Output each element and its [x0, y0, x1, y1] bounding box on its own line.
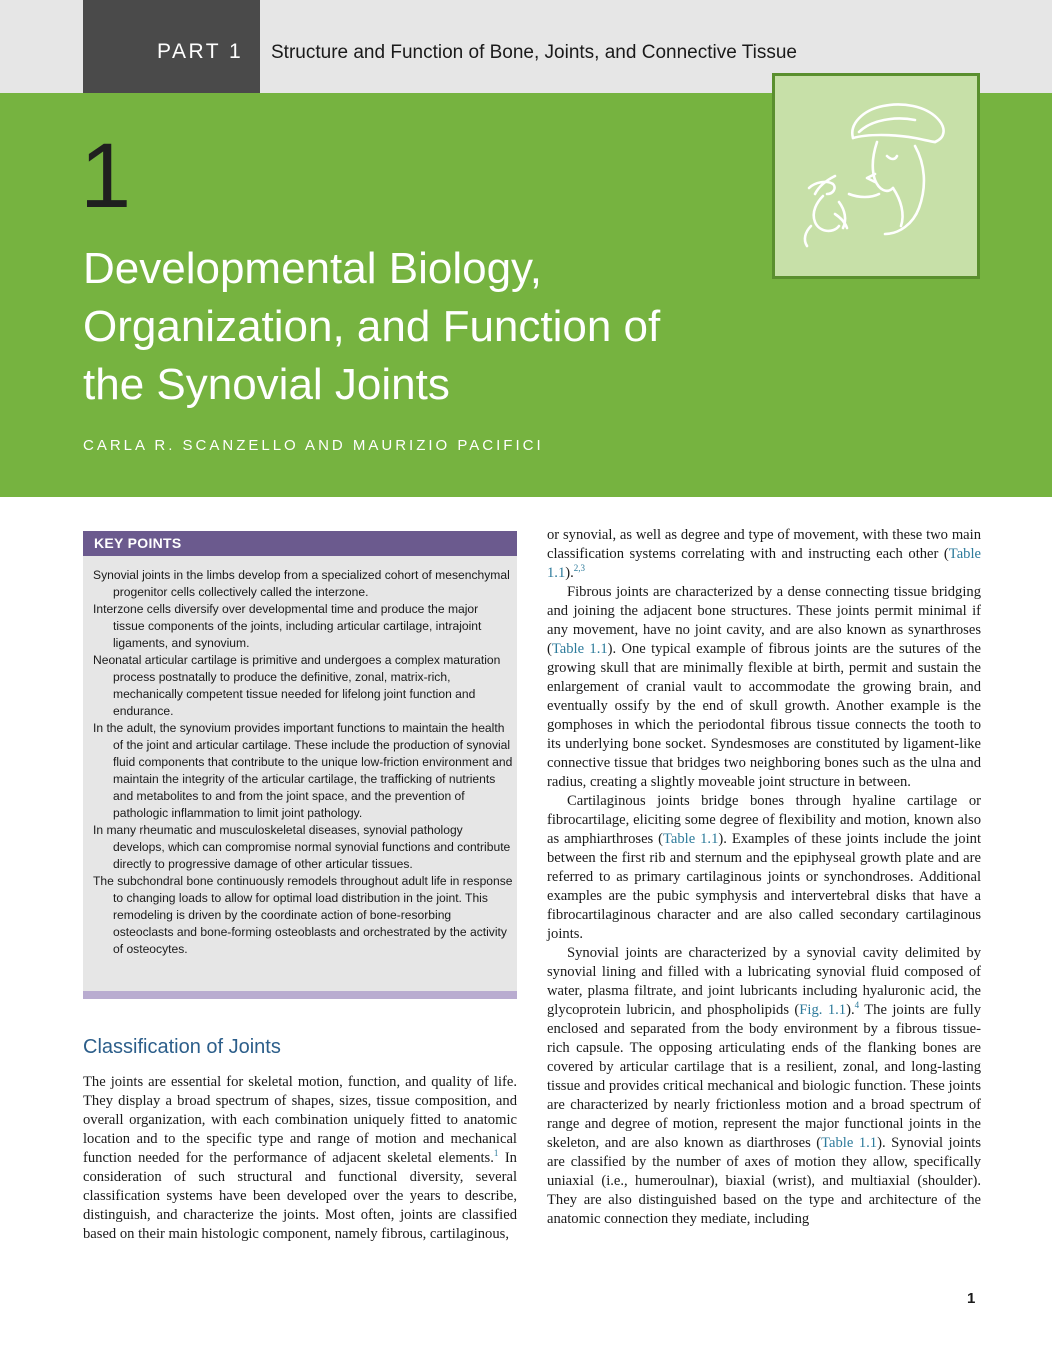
chapter-title-line: Developmental Biology,: [83, 244, 542, 293]
body-text: ).: [846, 1002, 855, 1018]
key-points-list: [93, 567, 513, 958]
key-points-heading: KEY POINTS: [94, 535, 182, 551]
key-point-item: Synovial joints in the limbs develop from a specialized cohort of mesenchymal progenitor cells collectively called the interzone.: [93, 568, 510, 599]
figure-reference-link[interactable]: Fig. 1.1: [799, 1002, 847, 1018]
body-paragraph: [547, 583, 981, 792]
sketch-portrait-icon: [775, 76, 977, 276]
body-text: Cartilaginous joints bridge bones through hyaline cartilage or fibrocartilage, eliciting some degree of flexibility and motion, known also as amphiarthroses (: [547, 793, 981, 847]
body-text: Synovial joints are characterized by a synovial cavity delimited by synovial lining and filled with a lubricating synovial fluid composed of water, plasma filtrate, and joint lubricants including hyaluronic acid, the glycoprotein lubricin, and phospholipids (: [547, 945, 981, 1018]
chapter-illustration: [772, 73, 980, 279]
key-point-item: In many rheumatic and musculoskeletal diseases, synovial pathology develops, which can compromise normal synovial functions and contribute directly to progressive damage of other articular tissues.: [93, 823, 511, 871]
right-column: [547, 526, 981, 1229]
body-paragraph: [547, 944, 981, 1229]
citation[interactable]: 2,3: [573, 563, 586, 574]
body-text: ).: [565, 565, 574, 581]
section-heading: Classification of Joints: [83, 1036, 281, 1058]
citation[interactable]: 4: [854, 1000, 860, 1011]
page-number: 1: [967, 1290, 976, 1307]
table-reference-link[interactable]: Table 1.1: [551, 641, 608, 657]
body-paragraph: [547, 792, 981, 944]
key-point-item: Interzone cells diversify over developmental time and produce the major tissue components of the joints, including articular cartilage, intrajoint ligaments, and synovium.: [93, 602, 482, 650]
body-text: Fibrous joints are characterized by a dense connecting tissue bridging and joining the adjacent bone structures. These joints permit minimal if any movement, have no joint cavity, and are also known as synarthroses (: [547, 584, 981, 657]
chapter-title-line: the Synovial Joints: [83, 360, 450, 409]
body-text: The joints are essential for skeletal motion, function, and quality of life. They display a broad spectrum of shapes, sizes, tissue composition, and overall organization, with each combination uniquely fitted to anatomic location and to the specific type and range of motion and mechanical function needed for the performance of adjacent skeletal elements.: [83, 1074, 517, 1166]
body-text: ). One typical example of fibrous joints are the sutures of the growing skull that are minimally flexible at birth, permit and sustain the enlargement of cranial vault to accommodate the growing brain, and eventually ossify by the end of skull growth. Another example is the gomphoses in which the periodontal fibrous tissue connects the tooth to its underlying bone socket. Syndesmoses are constituted by ligament-like connective tissue that bridges two neighboring bones such as the ulna and radius, creating a slightly moveable joint structure in between.: [547, 641, 981, 790]
citation[interactable]: 1: [493, 1148, 499, 1159]
body-text: ). Examples of these joints include the joint between the first rib and sternum and the epiphyseal growth plate and are referred to as primary cartilaginous joints or synchondroses. Additional examples are the pubic symphysis and intervertebral disks that have a fibrocartilaginous character and are also called secondary cartilaginous joints.: [547, 831, 981, 942]
part-title: Structure and Function of Bone, Joints, and Connective Tissue: [271, 42, 797, 63]
part-label: PART 1: [157, 40, 244, 63]
key-points-bottom-rule: [83, 991, 517, 999]
left-column: [83, 1073, 517, 1244]
key-points-box: [83, 531, 517, 999]
body-text: The joints are fully enclosed and separated from the body environment by a fibrous tissue-rich capsule. The opposing articulating ends of the flanking bones are covered by articular cartilage that is a resilient, zonal, and long-lasting tissue and provides critical mechanical and biologic function. These joints are characterized by nearly frictionless motion and a broad spectrum of range and degree of motion, represent the major functional joints in the skeleton, and are also known as diarthroses (: [547, 1002, 981, 1151]
table-reference-link[interactable]: Table 1.1: [547, 546, 981, 581]
key-point-item: Neonatal articular cartilage is primitive and undergoes a complex maturation process postnatally to produce the definitive, zonal, matrix-rich, mechanically competent tissue needed for lifelong joint function and endurance.: [93, 653, 501, 718]
chapter-authors: CARLA R. SCANZELLO AND MAURIZIO PACIFICI: [83, 437, 544, 454]
body-text: In consideration of such structural and functional diversity, several classification systems have been developed over the years to describe, distinguish, and characterize the joints. Most often, joints are classified based on their main histologic component, namely fibrous, cartilaginous,: [83, 1150, 517, 1242]
table-reference-link[interactable]: Table 1.1: [663, 831, 719, 847]
key-point-item: The subchondral bone continuously remodels throughout adult life in response to changing loads to allow for optimal load distribution in the joint. This remodeling is driven by the coordinate action of bone-resorbing osteoclasts and bone-forming osteoblasts and orchestrated by the activity of osteocytes.: [93, 874, 513, 956]
chapter-title: [83, 240, 783, 414]
table-reference-link[interactable]: Table 1.1: [821, 1135, 878, 1151]
body-paragraph: [547, 526, 981, 583]
chapter-title-line: Organization, and Function of: [83, 302, 661, 351]
body-text: ). Synovial joints are classified by the number of axes of motion they allow, specifically uniaxial (i.e., humeroulnar), biaxial (wrist), and multiaxial (shoulder). They are also distinguished based on the type and architecture of the anatomic connection they mediate, including: [547, 1135, 981, 1227]
body-paragraph: [83, 1073, 517, 1244]
key-point-item: In the adult, the synovium provides important functions to maintain the health of the joint and articular cartilage. These include the production of synovial fluid components that contribute to the unique low-friction environment and maintain the integrity of the articular cartilage, the trafficking of nutrients and metabolites to and from the joint space, and the prevention of pathologic inflammation to limit joint pathology.: [93, 721, 513, 820]
key-points-header: [83, 531, 517, 556]
body-text: or synovial, as well as degree and type of movement, with these two main classification systems correlating with and instructing each other (: [547, 527, 981, 562]
chapter-number: 1: [80, 125, 132, 227]
